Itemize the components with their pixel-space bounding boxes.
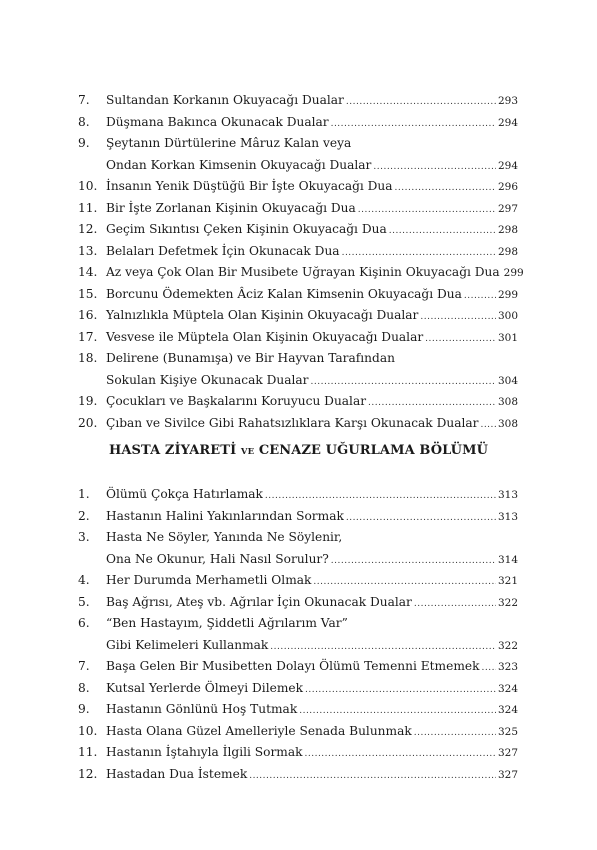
page-number: 304: [497, 374, 518, 387]
toc-entry: [78, 262, 524, 284]
entry-number: 11.: [78, 200, 98, 215]
entry-title: Başa Gelen Bir Musibetten Dolayı Ölümü Temenni Etmemek: [106, 659, 480, 673]
page-number: 313: [497, 489, 518, 501]
entry-number: 9.: [78, 702, 90, 716]
entry-number: 14.: [78, 265, 98, 279]
dot-leader: [311, 372, 496, 394]
page-number: 297: [497, 202, 518, 215]
entry-line: [106, 112, 518, 136]
entry-line: [106, 506, 518, 530]
entry-line: [106, 592, 518, 616]
entry-line: [106, 155, 518, 179]
entry-number: 11.: [78, 745, 98, 759]
toc-entry: [78, 348, 518, 391]
entry-number: 19.: [78, 394, 98, 408]
dot-leader: [464, 286, 496, 308]
toc-entry: [78, 241, 518, 263]
dot-leader: [481, 658, 495, 680]
entry-line: [106, 742, 518, 766]
dot-leader: [358, 200, 496, 222]
entry-number: 2.: [78, 508, 90, 523]
entry-number: 12.: [78, 222, 98, 236]
entry-line: [106, 527, 518, 549]
entry-title: Az veya Çok Olan Bir Musibete Uğrayan Kişinin Okuyacağı Dua: [106, 265, 500, 279]
entry-title: Şeytanın Dürtülerine Mâruz Kalan veya: [106, 136, 352, 150]
dot-leader: [480, 415, 496, 437]
entry-line: [106, 198, 518, 222]
entry-number: 9.: [78, 136, 90, 150]
entry-title: “Ben Hastayım, Şiddetli Ağrılarım Var”: [106, 616, 348, 630]
toc-entry: [78, 678, 518, 700]
page-number: 294: [497, 116, 518, 129]
entry-line: [106, 262, 524, 286]
entry-number: 12.: [78, 766, 98, 781]
entry-title: Geçim Sıkıntısı Çeken Kişinin Okuyacağı Dua: [106, 222, 387, 236]
entry-title: Hasta Ne Söyler, Yanında Ne Söylenir,: [106, 530, 343, 544]
entry-line: [106, 284, 518, 308]
dot-leader: [389, 221, 496, 243]
entry-title: Hastanın Halini Yakınlarından Sormak: [106, 508, 344, 523]
dot-leader: [265, 486, 496, 508]
page-number: 300: [497, 310, 518, 322]
toc-list-sick-visit: [78, 484, 518, 785]
dot-leader: [313, 572, 496, 594]
dot-leader: [414, 594, 496, 616]
dot-leader: [305, 744, 496, 766]
page-number: 293: [497, 95, 518, 107]
entry-number: 1.: [78, 487, 90, 501]
entry-number: 4.: [78, 573, 90, 587]
page-number: 322: [497, 596, 518, 609]
page-number: 324: [497, 704, 518, 716]
entry-line: [106, 391, 518, 415]
toc-entry: [78, 527, 518, 570]
entry-title: Delirene (Bunamışa) ve Bir Hayvan Tarafından: [106, 351, 395, 365]
entry-title: Kutsal Yerlerde Ölmeyi Dilemek: [106, 680, 303, 695]
page-number: 301: [497, 331, 518, 344]
dot-leader: [395, 178, 496, 200]
entry-number: 6.: [78, 616, 90, 630]
entry-number: 7.: [78, 659, 90, 673]
page-number: 324: [497, 682, 518, 695]
page-number: 308: [497, 417, 518, 430]
entry-number: 5.: [78, 594, 90, 609]
entry-title: Çıban ve Sivilce Gibi Rahatsızlıklara Karşı Okunacak Dualar: [106, 415, 479, 430]
entry-line: [106, 133, 518, 155]
toc-entry: [78, 305, 518, 327]
entry-line: [106, 241, 518, 265]
toc-entry: [78, 721, 518, 743]
toc-entry: [78, 592, 518, 614]
toc-entry: [78, 484, 518, 506]
entry-title: Bir İşte Zorlanan Kişinin Okuyacağı Dua: [106, 200, 356, 215]
entry-line: [106, 305, 518, 329]
entry-title: Çocukları ve Başkalarını Koruyucu Dualar: [106, 394, 367, 408]
entry-line: [106, 678, 518, 702]
entry-title: İnsanın Yenik Düştüğü Bir İşte Okuyacağı Dua: [106, 179, 393, 193]
entry-number: 10.: [78, 723, 98, 738]
heading-small: VE: [240, 447, 255, 457]
entry-number: 13.: [78, 243, 98, 258]
toc-list-prayers: [78, 90, 524, 434]
toc-entry: [78, 656, 518, 678]
toc-entry: [78, 613, 518, 656]
section-heading: [0, 443, 597, 458]
entry-number: 15.: [78, 286, 98, 301]
entry-number: 7.: [78, 93, 90, 107]
toc-entry: [78, 699, 518, 721]
entry-line: [106, 370, 518, 394]
page-number: 313: [497, 510, 518, 523]
page-number: 299: [503, 267, 524, 279]
entry-title: Sultandan Korkanın Okuyacağı Dualar: [106, 93, 344, 107]
toc-entry: [78, 391, 518, 413]
heading-part1: HASTA ZİYARETİ: [108, 443, 237, 458]
toc-entry: [78, 219, 518, 241]
entry-title: Hastanın Gönlünü Hoş Tutmak: [106, 702, 298, 716]
entry-line: [106, 721, 518, 745]
entry-title: Baş Ağrısı, Ateş vb. Ağrılar İçin Okunacak Dualar: [106, 594, 412, 609]
page-number: 294: [497, 159, 518, 172]
dot-leader: [373, 157, 496, 179]
page-number: 323: [497, 661, 518, 673]
page-number: 327: [497, 768, 518, 781]
entry-number: 20.: [78, 415, 98, 430]
dot-leader: [331, 551, 496, 573]
dot-leader: [414, 723, 496, 745]
toc-entry: [78, 413, 518, 435]
page-number: 325: [497, 725, 518, 738]
entry-line: [106, 176, 518, 200]
entry-number: 8.: [78, 680, 90, 695]
page-number: 321: [497, 575, 518, 587]
dot-leader: [270, 637, 496, 659]
entry-title: Ölümü Çokça Hatırlamak: [106, 487, 263, 501]
entry-title: Hastanın İştahıyla İlgili Sormak: [106, 745, 303, 759]
entry-title: Yalnızlıkla Müptela Olan Kişinin Okuyacağı Dualar: [106, 308, 419, 322]
toc-entry: [78, 742, 518, 764]
page-number: 298: [497, 224, 518, 236]
dot-leader: [346, 508, 496, 530]
entry-line: [106, 219, 518, 243]
entry-number: 16.: [78, 308, 98, 322]
entry-line: [106, 656, 518, 680]
toc-entry: [78, 198, 518, 220]
entry-title: Vesvese ile Müptela Olan Kişinin Okuyacağı Dualar: [106, 329, 424, 344]
toc-entry: [78, 506, 518, 528]
toc-entry: [78, 90, 518, 112]
entry-line: [106, 635, 518, 659]
page-number: 296: [497, 181, 518, 193]
entry-title: Gibi Kelimeleri Kullanmak: [106, 637, 269, 652]
entry-number: 8.: [78, 114, 90, 129]
toc-entry: [78, 284, 518, 306]
dot-leader: [420, 307, 496, 329]
toc-entry: [78, 176, 518, 198]
entry-title: Borcunu Ödemekten Âciz Kalan Kimsenin Okuyacağı Dua: [106, 286, 462, 301]
dot-leader: [368, 393, 496, 415]
toc-entry: [78, 570, 518, 592]
entry-line: [106, 570, 518, 594]
entry-title: Düşmana Bakınca Okunacak Dualar: [106, 114, 329, 129]
entry-line: [106, 549, 518, 573]
entry-number: 18.: [78, 351, 98, 365]
page-number: 308: [497, 396, 518, 408]
heading-part2: CENAZE UĞURLAMA BÖLÜMÜ: [258, 443, 489, 458]
entry-title: Hasta Olana Güzel Amelleriyle Senada Bulunmak: [106, 723, 412, 738]
dot-leader: [249, 766, 496, 788]
entry-line: [106, 699, 518, 723]
entry-title: Ona Ne Okunur, Hali Nasıl Sorulur?: [106, 551, 329, 566]
toc-entry: [78, 133, 518, 176]
entry-number: 3.: [78, 530, 90, 544]
entry-line: [106, 348, 518, 370]
page-number: 298: [497, 245, 518, 258]
entry-title: Ondan Korkan Kimsenin Okuyacağı Dualar: [106, 157, 372, 172]
page-number: 327: [497, 747, 518, 759]
page-number: 314: [497, 553, 518, 566]
page-number: 299: [497, 288, 518, 301]
entry-line: [106, 613, 518, 635]
entry-title: Hastadan Dua İstemek: [106, 766, 248, 781]
page-number: 322: [497, 639, 518, 652]
entry-number: 10.: [78, 179, 98, 193]
entry-title: Belaları Defetmek İçin Okunacak Dua: [106, 243, 340, 258]
dot-leader: [346, 92, 496, 114]
entry-line: [106, 764, 518, 788]
entry-line: [106, 327, 518, 351]
toc-entry: [78, 764, 518, 786]
entry-number: 17.: [78, 329, 98, 344]
entry-line: [106, 413, 518, 437]
toc-entry: [78, 112, 518, 134]
dot-leader: [342, 243, 496, 265]
entry-line: [106, 90, 518, 114]
dot-leader: [299, 701, 496, 723]
dot-leader: [331, 114, 496, 136]
entry-title: Her Durumda Merhametli Olmak: [106, 573, 312, 587]
entry-title: Sokulan Kişiye Okunacak Dualar: [106, 372, 309, 387]
dot-leader: [305, 680, 496, 702]
toc-entry: [78, 327, 518, 349]
entry-line: [106, 484, 518, 508]
dot-leader: [425, 329, 496, 351]
